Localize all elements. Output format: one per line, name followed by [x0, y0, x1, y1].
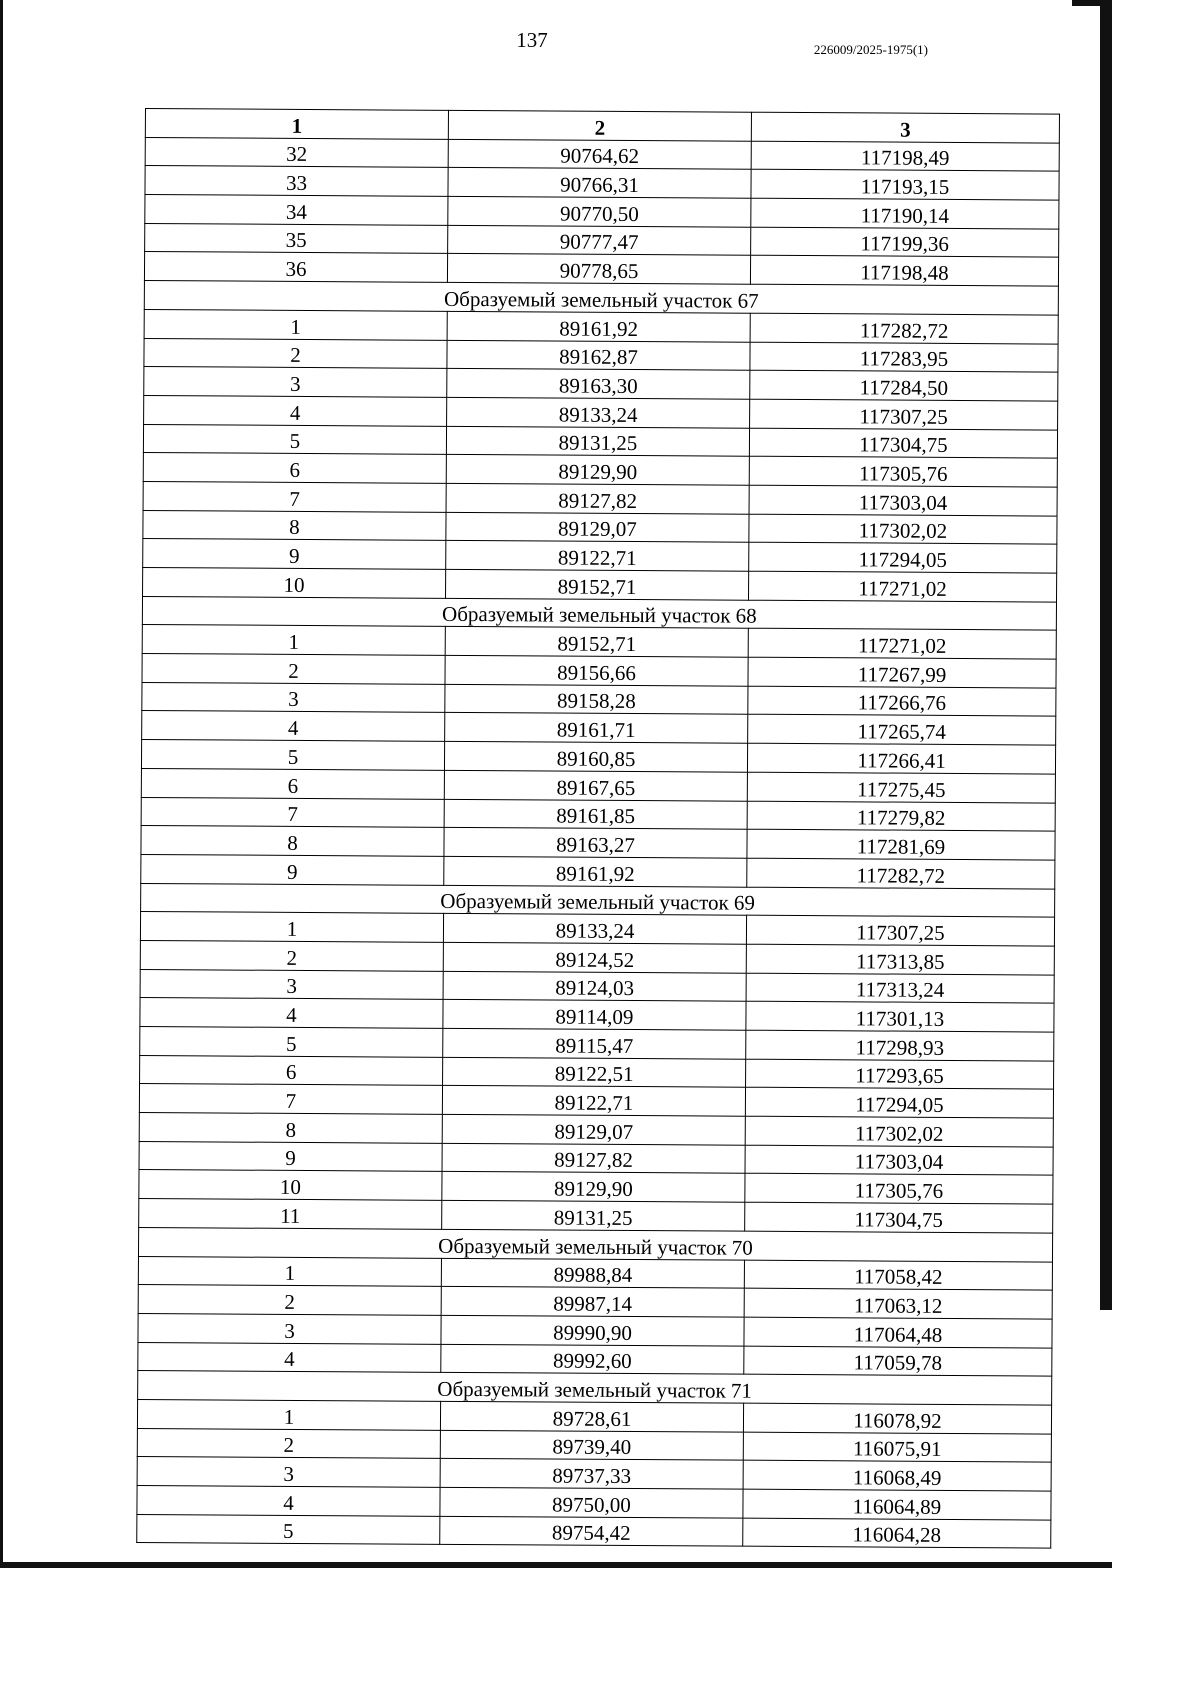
table-body	[137, 137, 1060, 1548]
coordinate-y-cell: 117298,93	[746, 1030, 1054, 1061]
coordinate-y-cell: 117198,49	[751, 141, 1059, 172]
point-number-cell: 6	[140, 1055, 443, 1086]
coordinate-x-cell: 89161,85	[444, 799, 747, 830]
point-number-cell: 34	[145, 195, 448, 226]
coordinate-x-cell: 89133,24	[447, 397, 750, 428]
coordinate-y-cell: 117305,76	[745, 1174, 1053, 1205]
point-number-cell: 3	[144, 367, 447, 398]
coordinate-x-cell: 89161,92	[447, 311, 750, 342]
coordinate-x-cell: 89163,27	[444, 828, 747, 859]
point-number-cell: 35	[145, 223, 448, 254]
coordinate-y-cell: 117283,95	[750, 342, 1058, 373]
coordinate-x-cell: 89127,82	[442, 1143, 745, 1174]
point-number-cell: 8	[139, 1113, 442, 1144]
point-number-cell: 3	[142, 682, 445, 713]
scan-edge-right-top	[1072, 0, 1112, 6]
coordinate-x-cell: 89987,14	[441, 1287, 744, 1318]
coordinate-y-cell: 117302,02	[745, 1116, 1053, 1147]
column-header: 3	[751, 112, 1059, 143]
coordinate-y-cell: 116064,89	[743, 1489, 1051, 1520]
section-title: Образуемый земельный участок 68	[142, 596, 1056, 630]
column-header: 1	[145, 109, 448, 140]
point-number-cell: 11	[139, 1199, 442, 1230]
point-number-cell: 5	[140, 1026, 443, 1057]
coordinate-y-cell: 117284,50	[750, 370, 1058, 401]
coordinate-y-cell: 117266,76	[748, 686, 1056, 717]
coordinate-x-cell: 89737,33	[440, 1459, 743, 1490]
coordinate-y-cell: 117190,14	[751, 198, 1059, 229]
point-number-cell: 1	[138, 1256, 441, 1287]
point-number-cell: 6	[141, 768, 444, 799]
point-number-cell: 6	[143, 453, 446, 484]
section-title: Образуемый земельный участок 69	[141, 883, 1055, 917]
coordinate-y-cell: 117303,04	[745, 1145, 1053, 1176]
point-number-cell: 36	[144, 252, 447, 283]
point-number-cell: 33	[145, 166, 448, 197]
coordinate-x-cell: 89152,71	[445, 627, 748, 658]
point-number-cell: 7	[141, 797, 444, 828]
coordinate-x-cell: 89122,51	[443, 1057, 746, 1088]
coordinate-x-cell: 89992,60	[441, 1344, 744, 1375]
coordinate-x-cell: 89162,87	[447, 340, 750, 371]
coordinate-y-cell: 117058,42	[744, 1260, 1052, 1291]
coordinate-x-cell: 89728,61	[440, 1401, 743, 1432]
coordinate-y-cell: 117267,99	[748, 657, 1056, 688]
point-number-cell: 5	[137, 1514, 440, 1545]
point-number-cell: 3	[140, 969, 443, 1000]
coordinate-x-cell: 89158,28	[445, 684, 748, 715]
coordinate-x-cell: 89739,40	[440, 1430, 743, 1461]
coordinate-x-cell: 90778,65	[447, 254, 750, 285]
coordinate-y-cell: 117293,65	[746, 1059, 1054, 1090]
coordinate-x-cell: 90766,31	[448, 168, 751, 199]
column-header: 2	[448, 110, 751, 141]
point-number-cell: 4	[138, 1342, 441, 1373]
document-code: 226009/2025-1975(1)	[813, 42, 928, 57]
coordinate-x-cell: 89129,90	[446, 455, 749, 486]
scan-edge-left	[0, 0, 3, 1568]
section-title: Образуемый земельный участок 70	[138, 1227, 1052, 1261]
point-number-cell: 2	[137, 1428, 440, 1459]
coordinate-y-cell: 117282,72	[747, 858, 1055, 889]
coordinate-x-cell: 89161,71	[445, 713, 748, 744]
point-number-cell: 1	[142, 625, 445, 656]
coordinate-x-cell: 89133,24	[443, 914, 746, 945]
coordinate-x-cell: 89160,85	[444, 741, 747, 772]
scan-edge-right	[1100, 0, 1112, 1310]
point-number-cell: 4	[142, 711, 445, 742]
point-number-cell: 9	[143, 539, 446, 570]
point-number-cell: 5	[143, 424, 446, 455]
coordinate-x-cell: 89161,92	[444, 856, 747, 887]
coordinate-x-cell: 89131,25	[446, 426, 749, 457]
coordinate-y-cell: 117294,05	[749, 543, 1057, 574]
coordinate-y-cell: 117279,82	[747, 801, 1055, 832]
coordinate-y-cell: 117313,85	[746, 944, 1054, 975]
coordinate-x-cell: 89129,07	[442, 1114, 745, 1145]
coordinate-y-cell: 116075,91	[743, 1432, 1051, 1463]
page-number: 137	[516, 28, 548, 52]
table-row	[137, 1514, 1051, 1548]
coordinate-x-cell: 89988,84	[441, 1258, 744, 1289]
point-number-cell: 2	[138, 1285, 441, 1316]
coordinate-y-cell: 117305,76	[749, 456, 1057, 487]
coordinate-y-cell: 117281,69	[747, 829, 1055, 860]
point-number-cell: 3	[137, 1457, 440, 1488]
point-number-cell: 8	[141, 826, 444, 857]
coordinate-x-cell: 89990,90	[441, 1315, 744, 1346]
point-number-cell: 1	[137, 1399, 440, 1430]
point-number-cell: 3	[138, 1313, 441, 1344]
coordinate-y-cell: 117313,24	[746, 973, 1054, 1004]
scan-edge-bottom	[0, 1562, 1112, 1568]
coordinate-y-cell: 117307,25	[750, 399, 1058, 430]
coordinate-y-cell: 117275,45	[747, 772, 1055, 803]
point-number-cell: 8	[143, 510, 446, 541]
coordinate-y-cell: 117271,02	[749, 571, 1057, 602]
coordinate-y-cell: 117059,78	[744, 1346, 1052, 1377]
coordinate-y-cell: 117271,02	[748, 629, 1056, 660]
coordinate-x-cell: 89754,42	[440, 1516, 743, 1547]
coordinate-x-cell: 89115,47	[443, 1028, 746, 1059]
point-number-cell: 5	[141, 740, 444, 771]
coordinate-y-cell: 117266,41	[747, 743, 1055, 774]
coordinate-y-cell: 117303,04	[749, 485, 1057, 516]
coordinate-x-cell: 89114,09	[443, 1000, 746, 1031]
coordinate-y-cell: 117302,02	[749, 514, 1057, 545]
section-title: Образуемый земельный участок 71	[138, 1371, 1052, 1405]
coordinate-x-cell: 89122,71	[442, 1086, 745, 1117]
coordinate-y-cell: 117199,36	[751, 227, 1059, 258]
point-number-cell: 2	[144, 338, 447, 369]
point-number-cell: 1	[144, 309, 447, 340]
point-number-cell: 10	[139, 1170, 442, 1201]
point-number-cell: 9	[139, 1141, 442, 1172]
coordinate-y-cell: 117304,75	[745, 1202, 1053, 1233]
coordinates-table-wrapper	[136, 108, 1059, 1549]
point-number-cell: 4	[137, 1485, 440, 1516]
coordinate-y-cell: 117304,75	[749, 428, 1057, 459]
point-number-cell: 2	[142, 654, 445, 685]
point-number-cell: 10	[143, 567, 446, 598]
coordinate-x-cell: 89167,65	[444, 770, 747, 801]
point-number-cell: 7	[143, 481, 446, 512]
coordinate-x-cell: 89152,71	[446, 569, 749, 600]
point-number-cell: 32	[145, 137, 448, 168]
coordinate-y-cell: 117307,25	[746, 915, 1054, 946]
coordinate-y-cell: 117294,05	[745, 1088, 1053, 1119]
coordinate-x-cell: 89163,30	[447, 369, 750, 400]
coordinate-y-cell: 117282,72	[750, 313, 1058, 344]
coordinate-x-cell: 89156,66	[445, 655, 748, 686]
coordinate-x-cell: 89124,03	[443, 971, 746, 1002]
coordinate-y-cell: 117265,74	[748, 715, 1056, 746]
point-number-cell: 4	[140, 998, 443, 1029]
coordinate-y-cell: 117063,12	[744, 1288, 1052, 1319]
coordinate-y-cell: 116068,49	[743, 1460, 1051, 1491]
coordinate-x-cell: 89129,90	[442, 1172, 745, 1203]
point-number-cell: 2	[140, 940, 443, 971]
coordinate-y-cell: 117198,48	[750, 256, 1058, 287]
point-number-cell: 4	[144, 395, 447, 426]
coordinate-x-cell: 89127,82	[446, 483, 749, 514]
coordinate-y-cell: 117064,48	[744, 1317, 1052, 1348]
section-title: Образуемый земельный участок 67	[144, 281, 1058, 315]
point-number-cell: 9	[141, 854, 444, 885]
coordinate-y-cell: 116064,28	[743, 1518, 1051, 1549]
coordinate-x-cell: 89750,00	[440, 1487, 743, 1518]
coordinate-y-cell: 117193,15	[751, 170, 1059, 201]
point-number-cell: 7	[139, 1084, 442, 1115]
coordinate-x-cell: 90764,62	[448, 139, 751, 170]
coordinates-table	[136, 108, 1060, 1549]
coordinate-y-cell: 116078,92	[743, 1403, 1051, 1434]
coordinate-x-cell: 89131,25	[442, 1200, 745, 1231]
coordinate-x-cell: 89122,71	[446, 541, 749, 572]
coordinate-x-cell: 89129,07	[446, 512, 749, 543]
coordinate-x-cell: 90770,50	[448, 196, 751, 227]
coordinate-x-cell: 90777,47	[448, 225, 751, 256]
point-number-cell: 1	[140, 912, 443, 943]
coordinate-y-cell: 117301,13	[746, 1002, 1054, 1033]
coordinate-x-cell: 89124,52	[443, 942, 746, 973]
